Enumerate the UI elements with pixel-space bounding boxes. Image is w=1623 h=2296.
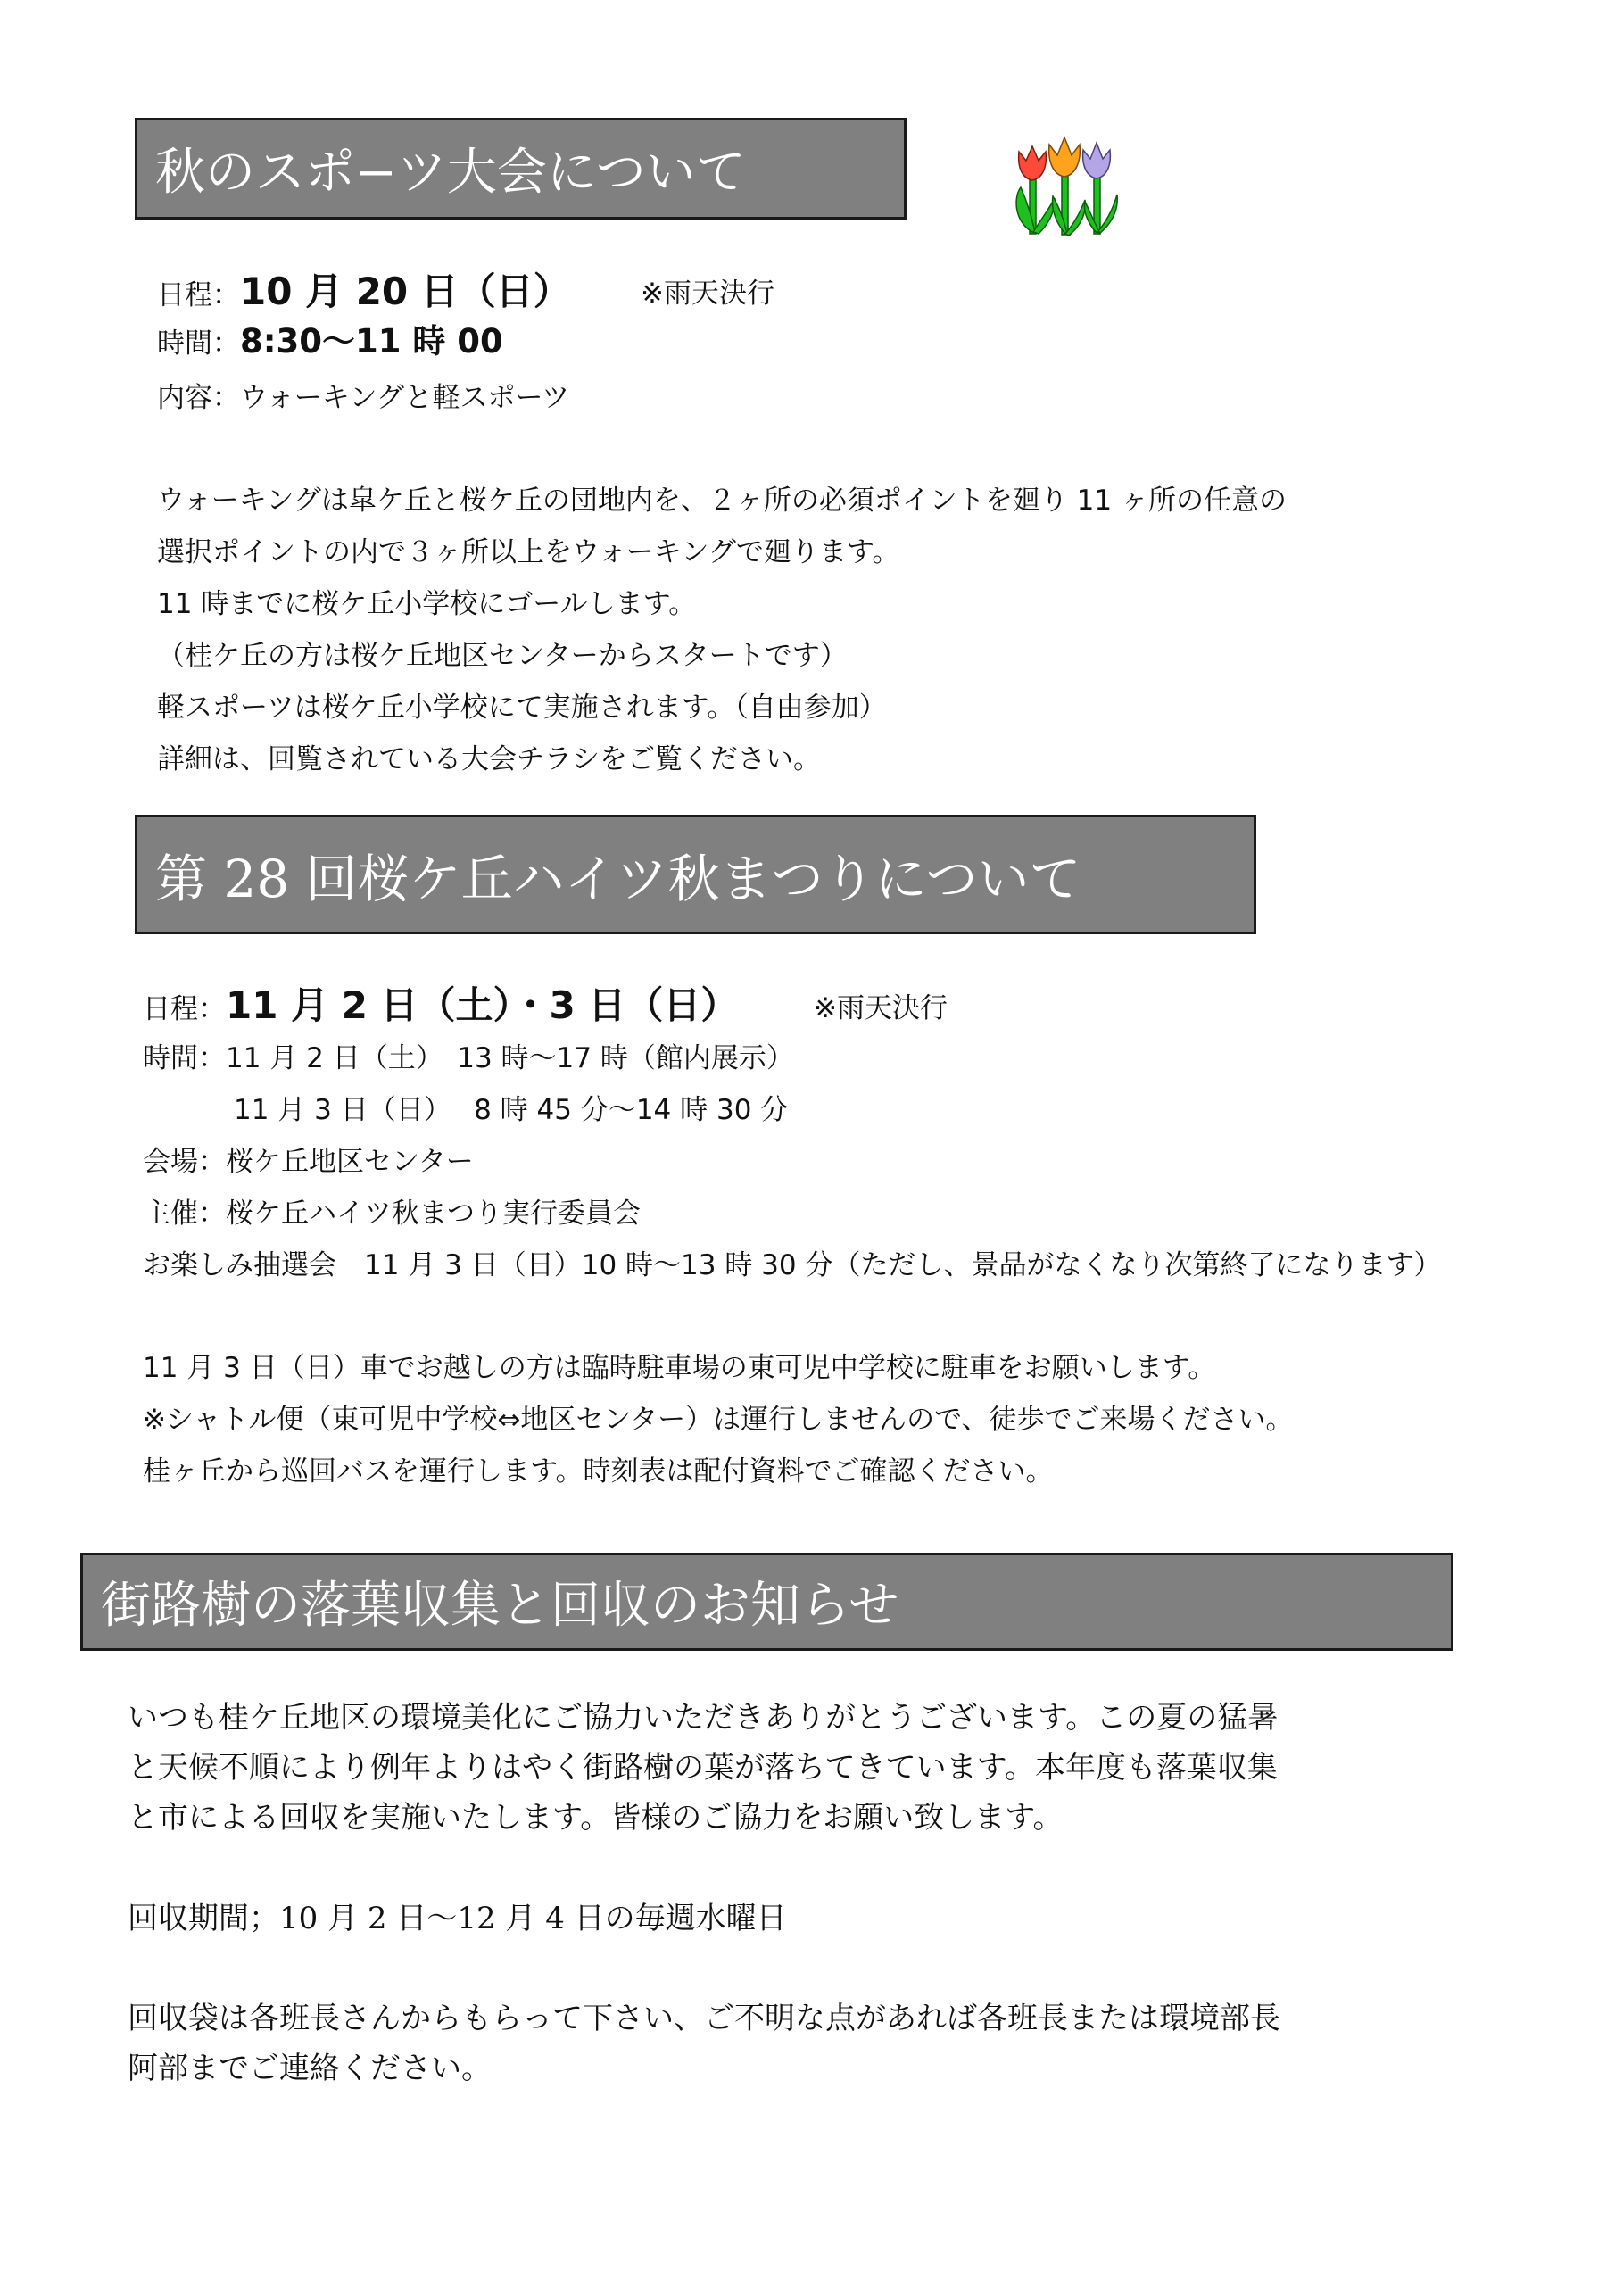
sports-time-line — [157, 314, 503, 362]
festival-time-line: 11 月 3 日（日） 8 時 45 分〜14 時 30 分 — [234, 1094, 789, 1126]
festival-note-line: ※シャトル便（東可児中学校⇔地区センター）は運行しませんので、徒歩でご来場ください。 — [143, 1404, 1294, 1436]
section-header-festival — [135, 815, 1256, 934]
tulip-stems — [1016, 172, 1117, 236]
date-label: 日程： — [157, 279, 240, 311]
date-label: 日程： — [143, 993, 226, 1025]
tulip-illustration-icon — [1010, 132, 1121, 243]
leaves-body-line: 回収袋は各班長さんからもらって下さい、ご不明な点があれば各班長または環境部長 — [128, 2001, 1280, 2036]
time-value: 8:30〜11 時 00 — [240, 322, 503, 361]
festival-lottery: お楽しみ抽選会 11 月 3 日（日）10 時〜13 時 30 分（ただし、景品がなくなり次第終了になります） — [143, 1249, 1442, 1281]
sports-body-line: （桂ケ丘の方は桜ケ丘地区センターからスタートです） — [157, 640, 848, 672]
sports-date-line — [157, 262, 571, 316]
leaves-period: 回収期間；10 月 2 日〜12 月 4 日の毎週水曜日 — [128, 1901, 787, 1936]
time-label: 時間： — [157, 327, 240, 360]
festival-venue: 会場：桜ケ丘地区センター — [143, 1146, 474, 1178]
sports-body-line: 軽スポーツは桜ケ丘小学校にて実施されます。（自由参加） — [157, 692, 887, 724]
sports-body-line: 詳細は、回覧されている大会チラシをご覧ください。 — [157, 743, 821, 775]
festival-time-line: 時間：11 月 2 日（土） 13 時〜17 時（館内展示） — [143, 1042, 794, 1074]
tulip-red — [1019, 146, 1047, 180]
leaves-body-line: 阿部までご連絡ください。 — [128, 2051, 492, 2086]
section-title: 第 28 回桜ケ丘ハイツ秋まつりについて — [155, 849, 1081, 909]
sports-date-note: ※雨天決行 — [641, 278, 774, 310]
section-title: 秋のスポ−ツ大会について — [155, 144, 746, 202]
festival-note-line: 桂ヶ丘から巡回バスを運行します。時刻表は配付資料でご確認ください。 — [143, 1455, 1054, 1488]
festival-organizer: 主催：桜ケ丘ハイツ秋まつり実行委員会 — [143, 1198, 641, 1230]
leaves-body-line: と天候不順により例年よりはやく街路樹の葉が落ちてきています。本年度も落葉収集 — [128, 1750, 1278, 1786]
section-title: 街路樹の落葉収集と回収のお知らせ — [101, 1577, 899, 1635]
sports-body-line: 選択ポイントの内で３ヶ所以上をウォーキングで廻ります。 — [157, 536, 900, 568]
sports-body-line: 11 時までに桜ケ丘小学校にゴールします。 — [157, 588, 697, 620]
festival-date-line — [143, 976, 738, 1030]
section-header-sports — [135, 118, 907, 220]
festival-note-line: 11 月 3 日（日）車でお越しの方は臨時駐車場の東可児中学校に駐車をお願いします。 — [143, 1352, 1216, 1384]
leaves-body-line: いつも桂ケ丘地区の環境美化にご協力いただきありがとうございます。この夏の猛暑 — [128, 1700, 1279, 1736]
date-value: 10 月 20 日（日） — [240, 269, 571, 313]
sports-content-line: 内容：ウォーキングと軽スポーツ — [157, 382, 570, 414]
date-value: 11 月 2 日（土）・3 日（日） — [226, 983, 739, 1027]
leaves-body-line: と市による回収を実施いたします。皆様のご協力をお願い致します。 — [128, 1800, 1064, 1836]
festival-date-note: ※雨天決行 — [814, 992, 948, 1024]
section-header-leaves — [80, 1553, 1453, 1651]
tulip-lavender — [1083, 143, 1111, 178]
tulip-orange — [1049, 137, 1081, 177]
sports-body-line: ウォーキングは皐ケ丘と桜ケ丘の団地内を、２ヶ所の必須ポイントを廻り 11 ヶ所の任意の — [157, 485, 1287, 517]
